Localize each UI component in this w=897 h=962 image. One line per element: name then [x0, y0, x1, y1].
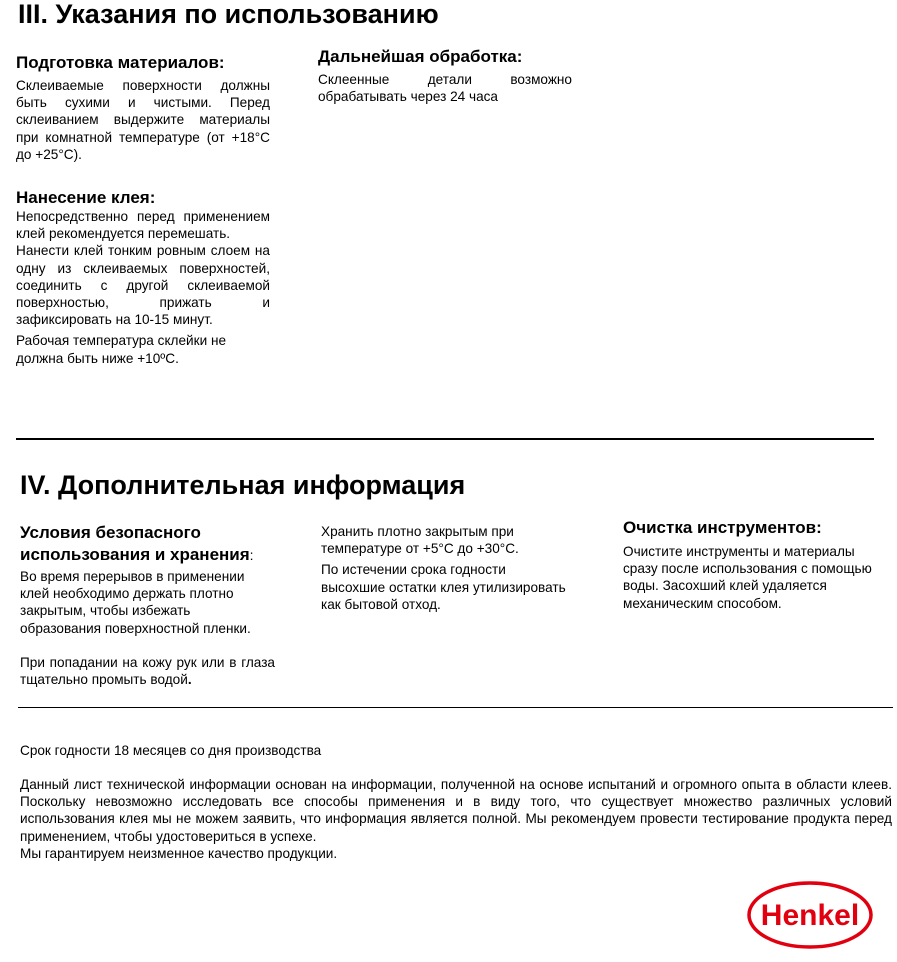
safety-para-2	[20, 654, 275, 688]
guarantee-text: Мы гарантируем неизменное качество продукции.	[20, 845, 338, 861]
safety-heading-line-2: использования и хранения	[20, 545, 250, 564]
safety-block	[20, 522, 275, 688]
further-block	[318, 47, 572, 105]
apply-para-1: Непосредственно перед применением клей рекомендуется перемешать.	[16, 209, 270, 242]
further-heading: Дальнейшая обработка:	[318, 47, 523, 66]
disclaimer-text: Данный лист технической информации основан на информации, полученной на основе испытаний и огромного опыта в области клеев. Поскольку невозможно исследовать все способы применения и в виду того, что существует множество различных условий использования клея мы не можем заявить, что информация является полной. Мы рекомендуем провести тестирование продукта перед применением, чтобы удостовериться в успехе.	[20, 777, 892, 844]
section-divider	[16, 438, 874, 440]
further-text: Склеенные детали возможно обрабатывать через 24 часа	[318, 72, 572, 105]
footer-divider	[18, 707, 893, 708]
section-4-title: IV. Дополнительная информация	[20, 470, 466, 500]
apply-block	[16, 188, 270, 367]
storage-block	[321, 523, 571, 613]
cleaning-text: Очистите инструменты и материалы сразу после использования с помощью воды. Засохший клей удаляется механическим способом.	[623, 544, 872, 611]
safety-heading	[20, 522, 275, 566]
cleaning-heading: Очистка инструментов:	[623, 518, 822, 537]
apply-heading: Нанесение клея:	[16, 188, 156, 207]
section-3-title: III. Указания по использованию	[18, 0, 439, 29]
safety-heading-line-1: Условия безопасного	[20, 523, 201, 542]
apply-para-3: Рабочая температура склейки не должна быть ниже +10ºС.	[16, 333, 227, 366]
cleaning-block	[623, 518, 873, 612]
safety-para-1: Во время перерывов в применении клей необходимо держать плотно закрытым, чтобы избежать образования поверхностной пленки.	[20, 569, 251, 636]
prep-heading: Подготовка материалов:	[16, 53, 225, 72]
apply-para-2: Нанести клей тонким ровным слоем на одну из склеиваемых поверхностей, соединить с другой склеиваемой поверхностью, прижать и зафиксировать на 10-15 минут.	[16, 243, 270, 328]
henkel-logo-graphic	[746, 880, 874, 950]
prep-block	[16, 53, 270, 163]
storage-para-2: По истечении срока годности высохшие остатки клея утилизировать как бытовой отход.	[321, 562, 566, 612]
safety-heading-colon: :	[249, 547, 254, 563]
storage-para-1: Хранить плотно закрытым при температуре от +5°С до +30°С.	[321, 524, 519, 557]
disclaimer-block	[20, 776, 892, 862]
prep-text: Склеиваемые поверхности должны быть сухими и чистыми. Перед склеиванием выдержите материалы при комнатной температуре (от +18°С до +25°С).	[16, 78, 270, 162]
henkel-logo	[746, 880, 874, 950]
shelf-life: Срок годности 18 месяцев со дня производства	[20, 743, 322, 758]
henkel-logo-text: Henkel	[760, 899, 860, 932]
safety-para-2-end: .	[187, 672, 192, 688]
safety-para-2-text: При попадании на кожу рук или в глаза тщательно промыть водой	[20, 654, 275, 688]
